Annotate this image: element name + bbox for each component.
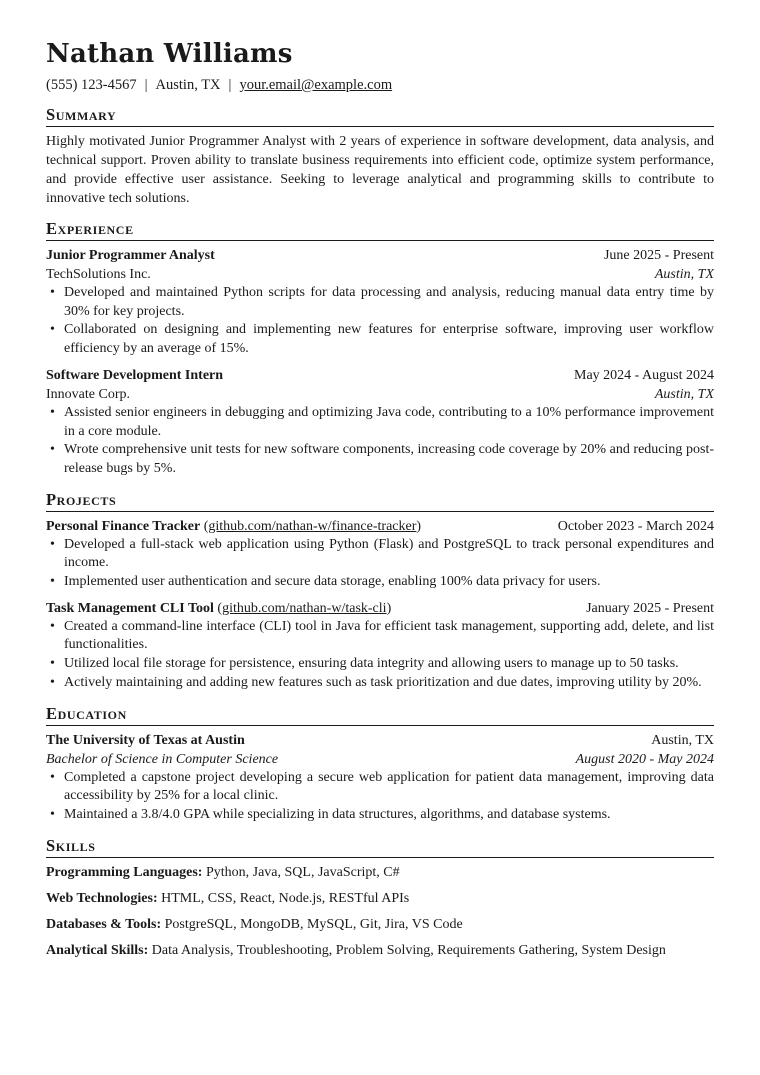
project-header bbox=[46, 517, 714, 536]
project-name: Task Management CLI Tool bbox=[46, 600, 214, 616]
education-entry bbox=[46, 731, 714, 825]
bullet-item: • Wrote comprehensive unit tests for new software components, increasing code coverage by 20% and reducing post-release bugs by 5%. bbox=[46, 441, 714, 478]
project-name: Personal Finance Tracker bbox=[46, 518, 201, 534]
resume-name: Nathan Williams bbox=[46, 39, 293, 69]
section-title-summary: Summary bbox=[46, 105, 714, 127]
job-dates: May 2024 - August 2024 bbox=[574, 367, 714, 383]
skill-label: Databases & Tools: bbox=[46, 916, 162, 932]
bullet-list bbox=[46, 618, 714, 693]
company-name: TechSolutions Inc. bbox=[46, 267, 151, 282]
project-title-line: Task Management CLI Tool (github.com/nathan-w/task-cli) bbox=[46, 600, 392, 616]
summary-text: Highly motivated Junior Programmer Analyst with 2 years of experience in software development, data analysis, and technical support. Proven ability to translate business requirements into efficient code, optimize system performance, and provide effective user assistance. Seeking to leverage analytical and programming skills to contribute to innovative tech solutions. bbox=[46, 134, 714, 206]
project-entry bbox=[46, 599, 714, 693]
skill-line bbox=[46, 915, 714, 934]
skill-value: PostgreSQL, MongoDB, MySQL, Git, Jira, VS Code bbox=[164, 916, 463, 932]
bullet-item: • Collaborated on designing and implementing new features for enterprise software, improving user workflow efficiency by an average of 15%. bbox=[46, 321, 714, 358]
project-link[interactable]: github.com/nathan-w/finance-tracker bbox=[208, 518, 417, 534]
degree-name: Bachelor of Science in Computer Science bbox=[46, 751, 279, 767]
skill-line bbox=[46, 941, 714, 960]
bullet-item: • Utilized local file storage for persistence, ensuring data integrity and allowing users to manage up to 50 tasks. bbox=[46, 655, 714, 674]
job-location: Austin, TX bbox=[654, 386, 714, 402]
job-location: Austin, TX bbox=[654, 267, 714, 282]
project-entry bbox=[46, 517, 714, 592]
skill-line bbox=[46, 863, 714, 882]
project-title-line: Personal Finance Tracker (github.com/nathan-w/finance-tracker) bbox=[46, 518, 422, 534]
job-title: Software Development Intern bbox=[46, 367, 224, 383]
bullet-list bbox=[46, 769, 714, 825]
job-dates: June 2025 - Present bbox=[603, 248, 714, 263]
education-dates: August 2020 - May 2024 bbox=[575, 751, 714, 767]
skill-label: Analytical Skills: bbox=[46, 942, 149, 958]
section-title-skills: Skills bbox=[46, 836, 714, 858]
resume-page bbox=[46, 38, 714, 967]
bullet-list bbox=[46, 284, 714, 359]
section-title-experience: Experience bbox=[46, 219, 714, 241]
bullet-item: • Assisted senior engineers in debugging and optimizing Java code, contributing to a 10% performance improvement in a core module. bbox=[46, 404, 714, 441]
separator: | bbox=[144, 77, 148, 93]
experience-list bbox=[46, 246, 714, 479]
project-dates: October 2023 - March 2024 bbox=[557, 518, 714, 534]
bullet-item: • Actively maintaining and adding new features such as task prioritization and due dates, improving utility by 20%. bbox=[46, 674, 714, 693]
experience-entry bbox=[46, 246, 714, 359]
bullet-list bbox=[46, 404, 714, 479]
skill-line bbox=[46, 889, 714, 908]
section-title-education: Education bbox=[46, 704, 714, 726]
skill-value: Data Analysis, Troubleshooting, Problem Solving, Requirements Gathering, System Design bbox=[151, 942, 666, 958]
education-subheader bbox=[46, 750, 714, 769]
bullet-item: • Created a command-line interface (CLI) tool in Java for efficient task management, supporting add, delete, and list functionalities. bbox=[46, 618, 714, 655]
experience-subheader bbox=[46, 385, 714, 404]
project-header bbox=[46, 599, 714, 618]
bullet-list bbox=[46, 536, 714, 592]
skill-value: Python, Java, SQL, JavaScript, C# bbox=[205, 864, 400, 880]
project-link[interactable]: github.com/nathan-w/task-cli bbox=[222, 600, 387, 616]
phone-text: (555) 123-4567 bbox=[46, 77, 137, 93]
experience-header bbox=[46, 246, 714, 265]
school-name: The University of Texas at Austin bbox=[46, 732, 245, 748]
email-link[interactable]: your.email@example.com bbox=[239, 77, 393, 93]
experience-header bbox=[46, 366, 714, 385]
experience-entry bbox=[46, 366, 714, 479]
bullet-item: • Completed a capstone project developing a secure web application for patient data management, improving data accessibility by 25% for a local clinic. bbox=[46, 769, 714, 806]
skills-list bbox=[46, 863, 714, 960]
section-title-projects: Projects bbox=[46, 490, 714, 512]
location-text: Austin, TX bbox=[155, 77, 221, 93]
bullet-item: • Implemented user authentication and secure data storage, enabling 100% data privacy for users. bbox=[46, 573, 714, 592]
contact-line bbox=[46, 76, 714, 94]
skill-label: Web Technologies: bbox=[46, 890, 158, 906]
bullet-item: • Developed and maintained Python scripts for data processing and analysis, reducing manual data entry time by 30% for key projects. bbox=[46, 284, 714, 321]
projects-list bbox=[46, 517, 714, 693]
school-location: Austin, TX bbox=[651, 732, 714, 748]
separator: | bbox=[228, 77, 232, 93]
skill-value: HTML, CSS, React, Node.js, RESTful APIs bbox=[161, 890, 410, 906]
company-name: Innovate Corp. bbox=[46, 386, 130, 402]
education-header bbox=[46, 731, 714, 750]
project-dates: January 2025 - Present bbox=[586, 600, 714, 616]
experience-subheader bbox=[46, 265, 714, 284]
job-title: Junior Programmer Analyst bbox=[46, 248, 215, 263]
skill-label: Programming Languages: bbox=[46, 864, 203, 880]
bullet-item: • Developed a full-stack web application using Python (Flask) and PostgreSQL to track personal expenditures and income. bbox=[46, 536, 714, 573]
bullet-item: • Maintained a 3.8/4.0 GPA while specializing in data structures, algorithms, and database systems. bbox=[46, 806, 714, 825]
